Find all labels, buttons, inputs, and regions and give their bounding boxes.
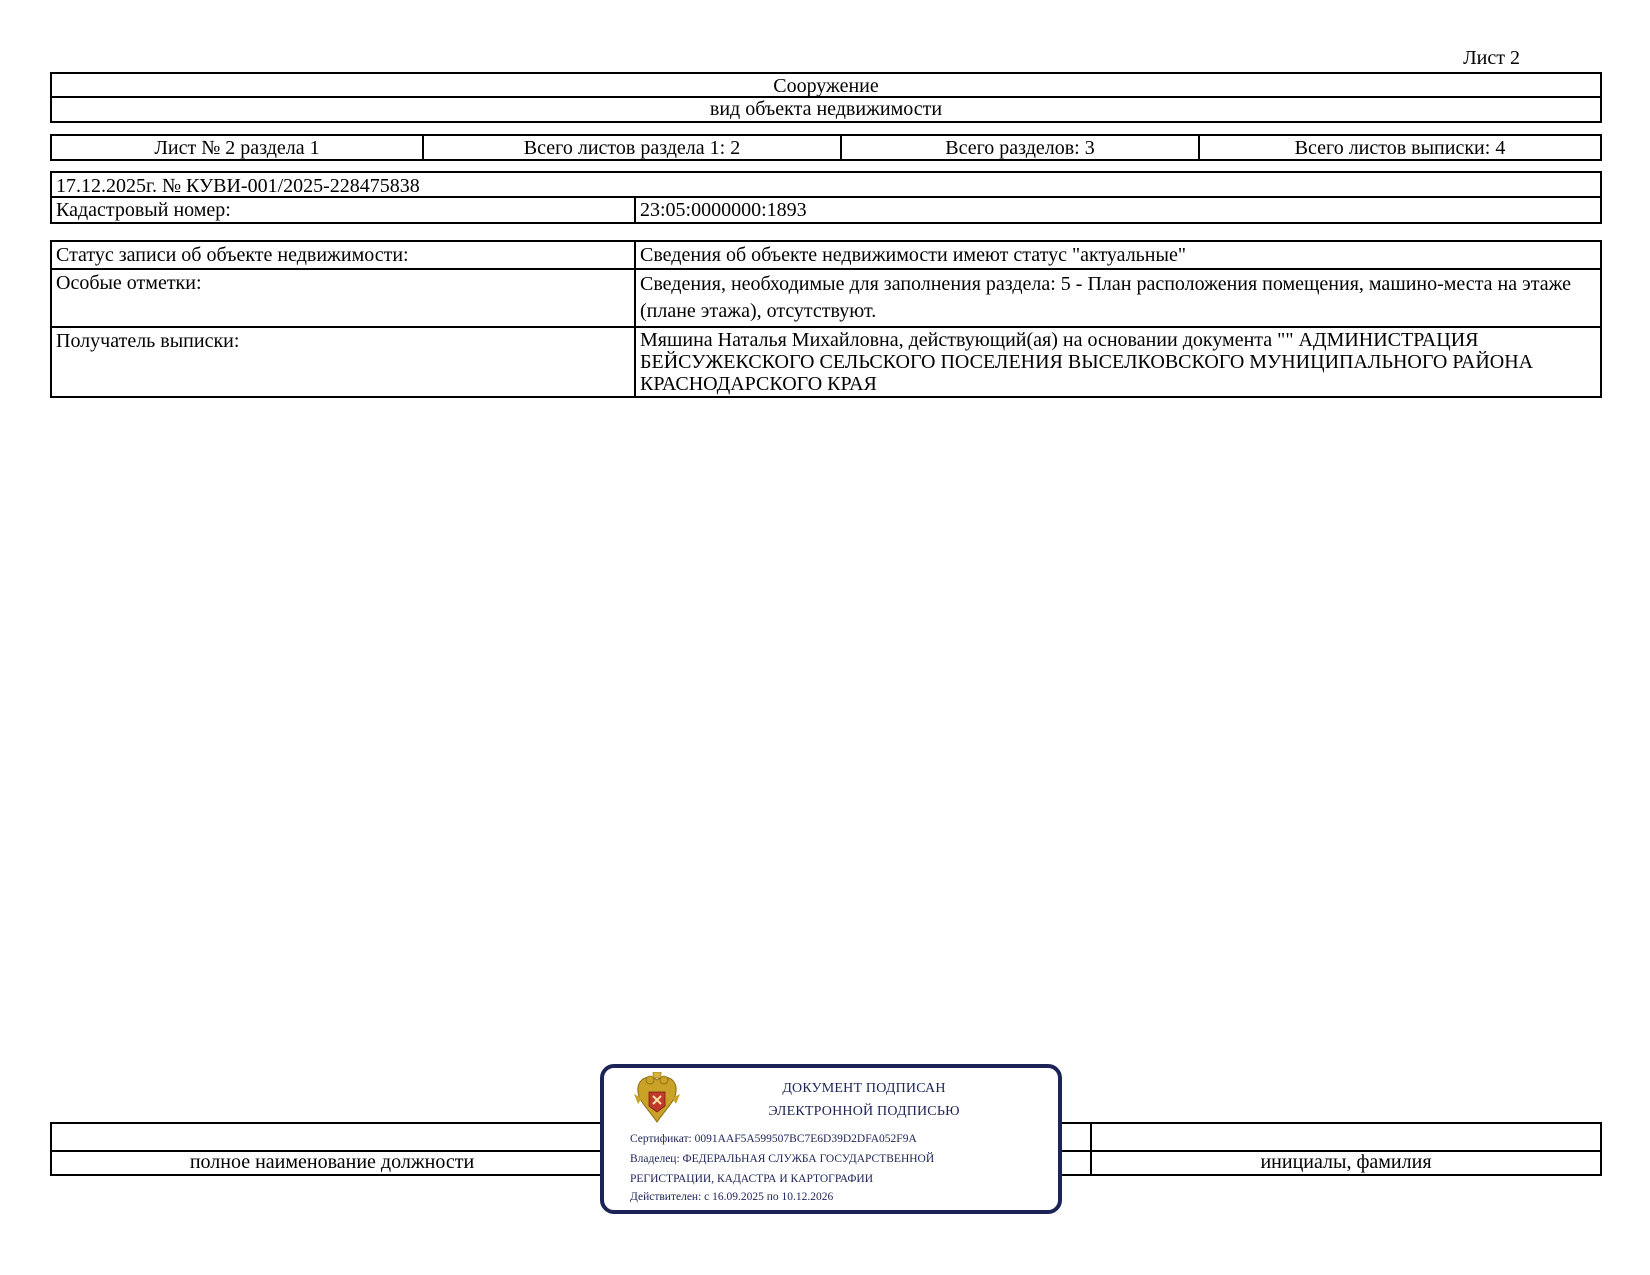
cadastral-label: Кадастровый номер: bbox=[52, 197, 636, 222]
sheet-number: Лист 2 bbox=[1463, 47, 1520, 69]
stamp-certificate: Сертификат: 0091AAF5A599507BC7E6D39D2DFA052F9A bbox=[630, 1133, 917, 1145]
object-type: Сооружение bbox=[50, 72, 1602, 98]
counter-section-sheets: Всего листов раздела 1: 2 bbox=[424, 136, 842, 159]
cadastral-row bbox=[50, 197, 1602, 224]
object-type-caption: вид объекта недвижимости bbox=[50, 97, 1602, 123]
table-row bbox=[52, 270, 1600, 328]
table-row bbox=[52, 242, 1600, 270]
stamp-owner-line2: РЕГИСТРАЦИИ, КАДАСТРА И КАРТОГРАФИИ bbox=[630, 1173, 874, 1185]
extract-date-number: 17.12.2025г. № КУВИ-001/2025-228475838 bbox=[50, 171, 1602, 198]
stamp-title-line1: ДОКУМЕНТ ПОДПИСАН bbox=[782, 1081, 946, 1096]
stamp-validity: Действителен: с 16.09.2025 по 10.12.2026 bbox=[630, 1191, 834, 1203]
counter-sections: Всего разделов: 3 bbox=[842, 136, 1200, 159]
stamp-title-line2: ЭЛЕКТРОННОЙ ПОДПИСЬЮ bbox=[768, 1104, 960, 1119]
double-headed-eagle-emblem-icon bbox=[632, 1072, 682, 1128]
properties-table bbox=[50, 240, 1602, 398]
special-marks-label: Особые отметки: bbox=[52, 270, 636, 326]
position-caption: полное наименование должности bbox=[189, 1151, 475, 1173]
electronic-signature-stamp bbox=[600, 1064, 1062, 1214]
recipient-label: Получатель выписки: bbox=[52, 328, 636, 396]
status-label: Статус записи об объекте недвижимости: bbox=[52, 242, 636, 268]
counter-extract-sheets: Всего листов выписки: 4 bbox=[1294, 137, 1506, 159]
status-value: Сведения об объекте недвижимости имеют статус "актуальные" bbox=[640, 244, 1186, 266]
name-caption: инициалы, фамилия bbox=[1260, 1151, 1432, 1173]
special-marks-value: Сведения, необходимые для заполнения раздела: 5 - План расположения помещения, машино-места на этаже (плане этажа), отсутствуют. bbox=[640, 273, 1572, 322]
counter-sheet-of-section: Лист № 2 раздела 1 bbox=[52, 136, 424, 159]
sheet-counters-row bbox=[50, 134, 1602, 161]
table-row bbox=[52, 328, 1600, 396]
cadastral-value: 23:05:0000000:1893 bbox=[640, 199, 807, 221]
stamp-owner-line1: Владелец: ФЕДЕРАЛЬНАЯ СЛУЖБА ГОСУДАРСТВЕННОЙ bbox=[630, 1153, 935, 1165]
recipient-value: Мяшина Наталья Михайловна, действующий(ая) на основании документа "" АДМИНИСТРАЦИЯ БЕЙСУЖЕКСКОГО СЕЛЬСКОГО ПОСЕЛЕНИЯ ВЫСЕЛКОВСКОГО МУНИЦИПАЛЬНОГО РАЙОНА КРАСНОДАРСКОГО КРАЯ bbox=[640, 329, 1534, 395]
